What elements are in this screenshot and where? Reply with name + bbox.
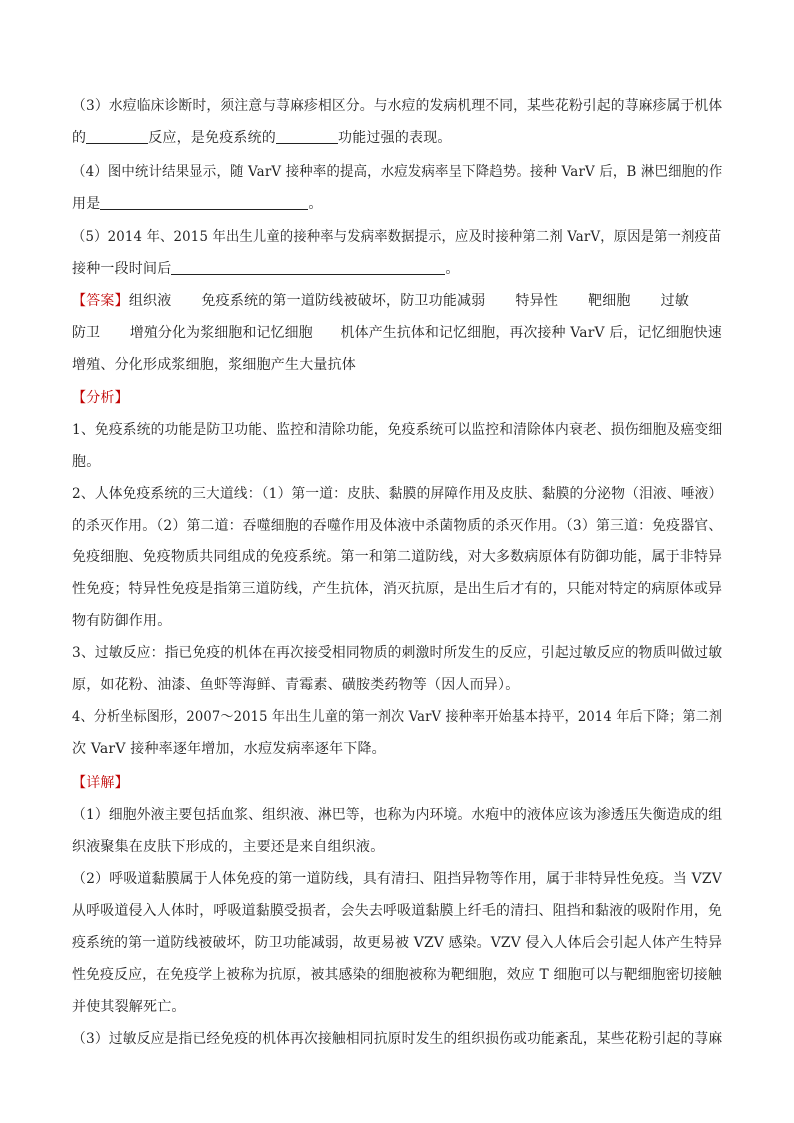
q3-line-2 — [72, 128, 452, 148]
analysis-tag: 【分析】 — [72, 390, 129, 406]
answer-item: 靶细胞 — [588, 293, 631, 309]
q3-text-a: 的 — [72, 130, 87, 146]
q3-text-c: 功能过强的表现。 — [338, 130, 452, 146]
detail-line: （3）过敏反应是指已经免疫的机体再次接触相同抗原时发生的组织损伤或功能紊乱，某些花粉引起的荨麻 — [72, 1031, 723, 1047]
detail-line: （2）呼吸道黏膜属于人体免疫的第一道防线，具有清扫、阻挡异物等作用，属于非特异性免疫。当 VZV — [72, 871, 722, 887]
q5-text-b: 。 — [445, 261, 460, 277]
analysis-line: 性免疫；特异性免疫是指第三道防线，产生抗体，消灭抗原，是出生后才有的，只能对特定的病原体或异 — [72, 581, 723, 597]
analysis-line: 次 VarV 接种率逐年增加，水痘发病率逐年下降。 — [72, 741, 386, 757]
detail-line: （1）细胞外液主要包括血浆、组织液、淋巴等，也称为内环境。水疱中的液体应该为渗透压失衡造成的组 — [72, 807, 723, 823]
q3-blank-2 — [276, 129, 338, 144]
analysis-line: 2、人体免疫系统的三大道线：（1）第一道：皮肤、黏膜的屏障作用及皮肤、黏膜的分泌物（泪液、唾液） — [72, 486, 723, 502]
analysis-line: 3、过敏反应：指已免疫的机体在再次接受相同物质的刺激时所发生的反应，引起过敏反应的物质叫做过敏 — [72, 645, 723, 661]
analysis-line: 1、免疫系统的功能是防卫功能、监控和清除功能，免疫系统可以监控和清除体内衰老、损伤细胞及癌变细 — [72, 422, 723, 438]
answer-line-1 — [72, 291, 689, 311]
q5-line-2 — [72, 259, 460, 279]
q5-text-a: 接种一段时间后 — [72, 261, 172, 277]
answer-item: 免疫系统的第一道防线被破坏，防卫功能减弱 — [201, 293, 486, 309]
q4-line-2 — [72, 194, 323, 214]
analysis-line: 免疫细胞、免疫物质共同组成的免疫系统。第一和第二道防线，对大多数病原体有防御功能，属于非特异 — [72, 549, 723, 565]
q4-text-a: 用是 — [72, 196, 101, 212]
analysis-line: 原，如花粉、油漆、鱼虾等海鲜、青霉素、磺胺类药物等（因人而异）。 — [72, 677, 520, 693]
q5-blank — [171, 260, 445, 275]
analysis-line: 4、分析坐标图形，2007～2015 年出生儿童的第一剂次 VarV 接种率开始基本持平，2014 年后下降；第二剂 — [72, 709, 723, 725]
detail-line: 并使其裂解死亡。 — [72, 999, 186, 1015]
analysis-line: 胞。 — [72, 454, 101, 470]
detail-line: 疫系统的第一道防线被破坏，防卫功能减弱，故更易被 VZV 感染。VZV 侵入人体后会引起人体产生特异 — [72, 935, 723, 951]
answer-item: 机体产生抗体和记忆细胞，再次接种 VarV 后，记忆细胞快速 — [340, 325, 722, 341]
answer-tag: 【答案】 — [72, 293, 129, 309]
analysis-line: 物有防御作用。 — [72, 613, 172, 629]
q5-line-1: （5）2014 年、2015 年出生儿童的接种率与发病率数据提示，应及时接种第二剂 VarV，原因是第一剂疫苗 — [72, 229, 722, 245]
answer-item: 防卫 — [72, 325, 101, 341]
detail-tag: 【详解】 — [72, 775, 129, 791]
detail-line: 性免疫反应，在免疫学上被称为抗原，被其感染的细胞被称为靶细胞，效应 T 细胞可以与靶细胞密切接触 — [72, 967, 722, 983]
answer-item: 过敏 — [660, 293, 690, 309]
answer-line-3: 增殖、分化形成浆细胞，浆细胞产生大量抗体 — [72, 357, 356, 373]
detail-line: 从呼吸道侵入人体时，呼吸道黏膜受损者，会失去呼吸道黏膜上纤毛的清扫、阻挡和黏液的吸附作用，免 — [72, 903, 723, 919]
answer-item: 特异性 — [515, 293, 559, 309]
answer-line-2 — [72, 323, 722, 343]
analysis-line: 的杀灭作用。（2）第二道：吞噬细胞的吞噬作用及体液中杀菌物质的杀灭作用。（3）第三道：免疫器官、 — [72, 518, 723, 534]
answer-item: 组织液 — [128, 293, 172, 309]
q3-blank-1 — [86, 129, 148, 144]
q4-text-b: 。 — [308, 196, 323, 212]
q4-line-1: （4）图中统计结果显示，随 VarV 接种率的提高，水痘发病率呈下降趋势。接种 VarV 后，B 淋巴细胞的作 — [72, 164, 723, 180]
q4-blank — [100, 195, 308, 210]
q3-line-1: （3）水痘临床诊断时，须注意与荨麻疹相区分。与水痘的发病机理不同，某些花粉引起的荨麻疹属于机体 — [72, 98, 723, 114]
answer-item: 增殖分化为浆细胞和记忆细胞 — [129, 325, 313, 341]
detail-line: 织液聚集在皮肤下形成的，主要还是来自组织液。 — [72, 839, 385, 855]
q3-text-b: 反应，是免疫系统的 — [148, 130, 277, 146]
